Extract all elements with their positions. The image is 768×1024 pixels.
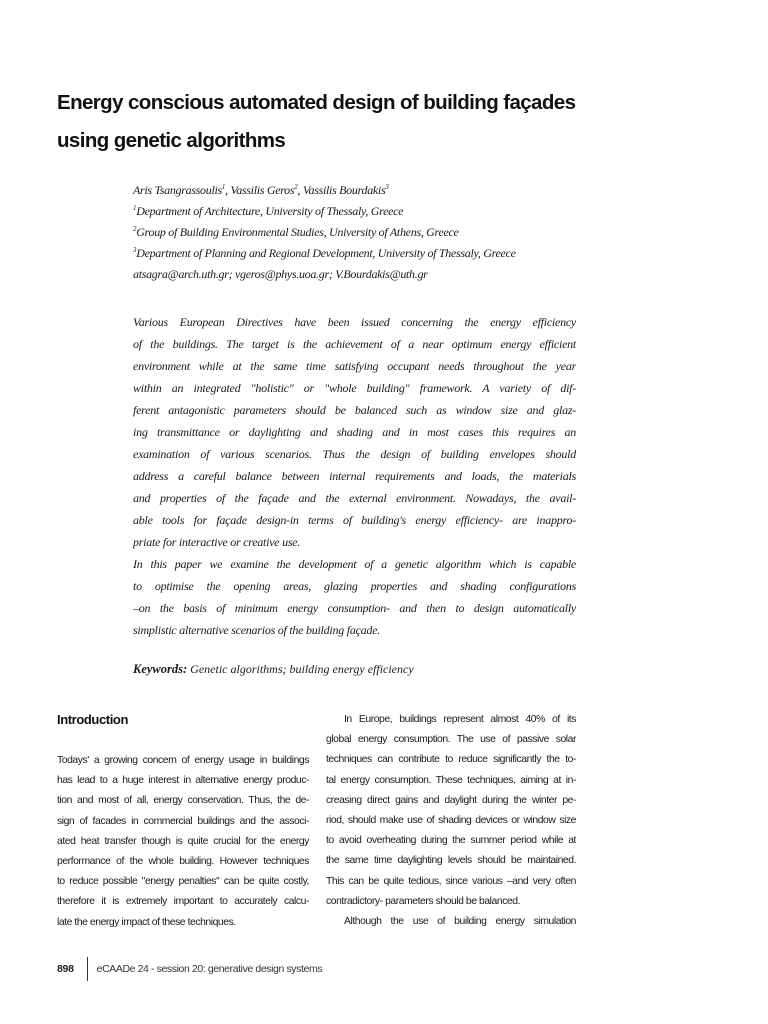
body-text-line: creasing direct gains and daylight during the winter pe-	[326, 794, 576, 806]
introduction-heading: Introduction	[57, 712, 129, 727]
conference-session: eCAADe 24 - session 20: generative design systems	[96, 963, 323, 975]
body-text-line: contradictory- parameters should be balanced.	[326, 895, 521, 907]
body-text-line: the same time daylighting levels should be maintained.	[326, 855, 576, 867]
abstract-line: –on the basis of minimum energy consumption- and then to design automatically	[133, 601, 576, 615]
author-name: Aris Tsangrassoulis	[133, 183, 222, 197]
author-separator: ,	[225, 183, 231, 197]
affiliation	[133, 201, 693, 222]
author-name: Vassilis Geros	[230, 183, 295, 197]
body-text-line: Todays' a growing concern of energy usage in buildings	[57, 755, 309, 766]
affiliation-text: Department of Architecture, University of Thessaly, Greece	[136, 204, 404, 218]
abstract-line: environment while at the same time satisfying occupant needs throughout the year	[133, 359, 576, 373]
abstract-line: simplistic alternative scenarios of the building façade.	[133, 623, 380, 637]
page-number: 898	[57, 963, 74, 975]
abstract-line: Various European Directives have been issued concerning the energy efficiency	[133, 315, 576, 329]
affiliation-marker: 2	[133, 225, 137, 233]
abstract-line: within an integrated "holistic" or "whole building" framework. A variety of dif-	[133, 381, 576, 395]
introduction-right-column	[326, 710, 576, 932]
abstract-line: address a careful balance between internal requirements and loads, the materials	[133, 469, 576, 483]
page-footer	[57, 957, 322, 981]
author-name: Vassilis Bourdakis	[302, 183, 386, 197]
abstract-line: ing transmittance or daylighting and shading and in most cases this requires an	[133, 425, 576, 439]
body-text-line: to avoid overheating during the summer period while at	[326, 835, 576, 847]
author-names	[133, 180, 693, 201]
abstract-line: ferent antagonistic parameters should be balanced such as window size and glaz-	[133, 403, 576, 417]
body-text-line: performance of the whole building. However techniques	[57, 856, 309, 868]
body-text-line: tion and most of all, energy conservation. Thus, the de-	[57, 795, 309, 807]
abstract-line: examination of various scenarios. Thus the design of building envelopes should	[133, 447, 576, 461]
paper-title-line-1: Energy conscious automated design of building façades	[57, 91, 576, 114]
body-text-line: Although the use of building energy simulation	[344, 916, 576, 928]
affiliation-marker: 3	[385, 183, 389, 191]
affiliation	[133, 222, 693, 243]
abstract-line: and properties of the façade and the external environment. Nowadays, the avail-	[133, 491, 576, 505]
body-text-line: sign of facades in commercial buildings and the associ-	[57, 815, 309, 827]
abstract	[133, 311, 576, 641]
affiliation-text: Department of Planning and Regional Development, University of Thessaly, Greece	[136, 246, 516, 260]
body-text-line: riod, should make use of shading devices or window size	[326, 815, 576, 827]
body-text-line: to reduce possible "energy penalties" can be quite costly,	[57, 876, 309, 888]
body-text-line: ated heat transfer though is quite crucial for the energy	[57, 835, 309, 847]
abstract-line: to optimise the opening areas, glazing properties and shading configurations	[133, 579, 576, 593]
body-text-line: techniques can contribute to reduce significantly the to-	[326, 754, 576, 766]
footer-divider	[87, 957, 88, 981]
body-text-line: therefore it is extremely important to accurately calcu-	[57, 896, 309, 908]
author-separator: ,	[297, 183, 303, 197]
body-text-line: tal energy consumption. These techniques, aiming at in-	[326, 774, 576, 786]
body-text-line: has lead to a huge interest in alternative energy produc-	[57, 775, 309, 787]
abstract-line: priate for interactive or creative use.	[133, 535, 301, 549]
author-emails: atsagra@arch.uth.gr; vgeros@phys.uoa.gr; V.Bourdakis@uth.gr	[133, 267, 428, 281]
body-text-line: In Europe, buildings represent almost 40% of its	[344, 714, 576, 725]
introduction-left-column	[57, 751, 309, 933]
affiliation-marker: 3	[133, 246, 137, 254]
paper-title	[57, 84, 677, 160]
affiliation-marker: 1	[133, 204, 137, 212]
affiliation-marker: 2	[294, 183, 298, 191]
affiliation	[133, 243, 693, 264]
affiliation-text: Group of Building Environmental Studies, University of Athens, Greece	[136, 225, 459, 239]
abstract-line: able tools for façade design-in terms of building's energy efficiency- are inappro-	[133, 513, 576, 527]
keywords-text: Genetic algorithms; building energy efficiency	[187, 662, 414, 676]
paper-title-line-2: using genetic algorithms	[57, 129, 286, 152]
abstract-line: In this paper we examine the development of a genetic algorithm which is capable	[133, 557, 576, 571]
body-text-line: late the energy impact of these techniques.	[57, 916, 236, 928]
keywords	[133, 658, 613, 680]
keywords-label: Keywords:	[133, 662, 188, 676]
author-block	[133, 180, 693, 285]
body-text-line: global energy consumption. The use of passive solar	[326, 734, 576, 746]
body-text-line: This can be quite tedious, since various –and very often	[326, 875, 576, 887]
affiliation-marker: 1	[221, 183, 226, 191]
abstract-line: of the buildings. The target is the achievement of a near optimum energy efficient	[133, 337, 576, 351]
